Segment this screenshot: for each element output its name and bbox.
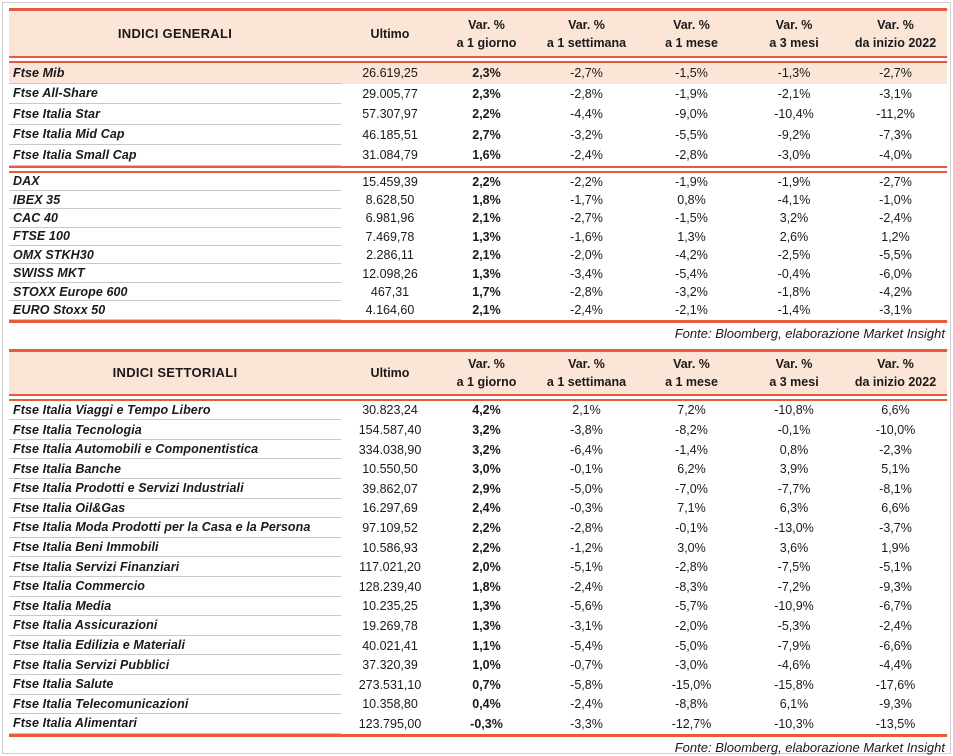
var-cell: -4,2%	[675, 248, 708, 263]
var-cell: 3,2%	[472, 442, 501, 457]
table-bottom-rule	[9, 734, 947, 737]
index-name-cell: Ftse Italia Assicurazioni	[9, 616, 341, 636]
column-header-line1: Var. %	[673, 356, 710, 371]
var-cell: -6,0%	[879, 266, 912, 281]
var-cell: 3,6%	[779, 540, 809, 555]
var-cell: -2,4%	[570, 303, 603, 318]
table-row	[9, 440, 947, 460]
var-cell: -1,5%	[675, 211, 708, 226]
var-cell: -5,1%	[879, 560, 912, 575]
var-cell: -2,8%	[675, 560, 708, 575]
column-header-var	[639, 355, 744, 391]
index-group	[9, 173, 947, 320]
source-caption-2: Fonte: Bloomberg, elaborazione Market Insight	[674, 739, 945, 755]
var-cell: -10,8%	[774, 403, 814, 418]
index-name-cell: SWISS MKT	[9, 264, 341, 282]
var-cell: 1,9%	[881, 540, 910, 555]
index-name-cell: Ftse Italia Small Cap	[9, 145, 341, 166]
column-header-var	[639, 16, 744, 52]
var-cell: 2,7%	[472, 127, 501, 142]
table-row	[9, 401, 947, 421]
ultimo-cell: 57.307,97	[362, 107, 418, 122]
var-cell: -6,7%	[879, 599, 912, 614]
index-name-cell: OMX STKH30	[9, 246, 341, 264]
var-cell: 1,3%	[472, 599, 501, 614]
column-header-line1: Var. %	[568, 356, 605, 371]
index-name-cell: STOXX Europe 600	[9, 283, 341, 301]
var-cell: -7,5%	[777, 560, 811, 575]
ultimo-cell: 273.531,10	[358, 677, 422, 692]
ultimo-cell: 10.358,80	[362, 697, 418, 712]
ultimo-cell: 10.550,50	[362, 462, 418, 477]
ultimo-cell: 2.286,11	[366, 248, 414, 263]
index-name-cell: Ftse Italia Servizi Pubblici	[9, 655, 341, 675]
var-cell: 6,6%	[881, 501, 910, 516]
table-row	[9, 145, 947, 166]
var-cell: -2,8%	[570, 520, 603, 535]
var-cell: -1,3%	[777, 66, 811, 81]
index-name-cell: Ftse Italia Commercio	[9, 577, 341, 597]
var-cell: 0,4%	[472, 697, 501, 712]
table-row	[9, 557, 947, 577]
var-cell: 1,3%	[472, 266, 501, 281]
var-cell: 2,6%	[779, 229, 809, 244]
column-header-line2: a 1 settimana	[546, 374, 627, 389]
var-cell: -5,0%	[675, 638, 708, 653]
table-row	[9, 518, 947, 538]
var-cell: -4,4%	[570, 107, 603, 122]
var-cell: -13,5%	[875, 716, 916, 731]
var-cell: 2,1%	[472, 248, 501, 263]
column-header-line2: a 3 mesi	[769, 374, 819, 389]
column-header-line2: a 1 giorno	[456, 374, 517, 389]
ultimo-cell: 12.098,26	[362, 266, 418, 281]
header-double-rule	[9, 56, 947, 63]
var-cell: -8,3%	[675, 579, 708, 594]
var-cell: -2,3%	[879, 442, 912, 457]
var-cell: -2,7%	[879, 174, 912, 189]
var-cell: -13,0%	[774, 520, 814, 535]
header-double-rule	[9, 394, 947, 401]
var-cell: -4,2%	[879, 285, 912, 300]
var-cell: 3,2%	[472, 423, 501, 438]
var-cell: -12,7%	[671, 716, 712, 731]
column-header-var	[439, 16, 534, 52]
column-header-line2: da inizio 2022	[854, 35, 937, 50]
var-cell: -4,1%	[777, 193, 811, 208]
var-cell: -0,1%	[675, 520, 708, 535]
var-cell: -4,6%	[777, 658, 811, 673]
source-caption-1: Fonte: Bloomberg, elaborazione Market Insight	[674, 325, 945, 341]
var-cell: 1,6%	[472, 148, 501, 163]
column-header-line1: Var. %	[775, 17, 813, 32]
var-cell: -0,4%	[777, 266, 811, 281]
ultimo-cell: 123.795,00	[358, 716, 422, 731]
column-header-line1: Var. %	[877, 17, 914, 32]
table-header-row	[9, 352, 947, 394]
var-cell: 5,1%	[881, 462, 910, 477]
column-header-line1: Var. %	[468, 17, 505, 32]
index-name-cell: Ftse All-Share	[9, 84, 341, 105]
ultimo-cell: 154.587,40	[358, 423, 422, 438]
var-cell: -15,8%	[774, 677, 814, 692]
table-title: INDICI SETTORIALI	[112, 364, 238, 380]
table-row	[9, 191, 947, 209]
table-row	[9, 695, 947, 715]
var-cell: -2,8%	[570, 86, 603, 101]
var-cell: 1,8%	[472, 193, 501, 208]
var-cell: -2,4%	[879, 211, 912, 226]
index-name-cell: Ftse Mib	[9, 63, 341, 84]
table-indici-settoriali	[9, 349, 947, 737]
var-cell: 0,7%	[472, 677, 501, 692]
var-cell: -0,1%	[777, 423, 811, 438]
table-row	[9, 597, 947, 617]
column-header-var	[439, 355, 534, 391]
index-name-cell: DAX	[9, 173, 341, 191]
var-cell: 1,1%	[472, 638, 501, 653]
var-cell: 3,0%	[472, 462, 501, 477]
table-row	[9, 264, 947, 282]
var-cell: 1,3%	[472, 229, 501, 244]
column-header-line2: a 1 mese	[665, 374, 718, 389]
index-name-cell: Ftse Italia Salute	[9, 675, 341, 695]
table-row	[9, 246, 947, 264]
var-cell: -3,0%	[777, 148, 811, 163]
var-cell: -3,8%	[570, 423, 603, 438]
ultimo-cell: 40.021,41	[362, 638, 418, 653]
table-row	[9, 104, 947, 125]
var-cell: -9,3%	[879, 697, 912, 712]
table-row	[9, 228, 947, 246]
var-cell: 6,3%	[779, 501, 809, 516]
var-cell: -5,4%	[570, 638, 603, 653]
column-header-ultimo: Ultimo	[370, 26, 410, 41]
var-cell: -0,3%	[570, 501, 603, 516]
var-cell: 0,8%	[779, 442, 809, 457]
var-cell: -2,1%	[777, 86, 811, 101]
var-cell: 3,9%	[779, 462, 809, 477]
var-cell: 2,2%	[472, 540, 501, 555]
table-row	[9, 209, 947, 227]
table-title: INDICI GENERALI	[117, 25, 233, 41]
index-name-cell: Ftse Italia Automobili e Componentistica	[9, 440, 341, 460]
ultimo-cell: 4.164,60	[365, 303, 415, 318]
table-row	[9, 655, 947, 675]
var-cell: -9,2%	[777, 127, 811, 142]
var-cell: -2,2%	[570, 174, 603, 189]
index-group	[9, 63, 947, 166]
column-header-var	[534, 355, 639, 391]
var-cell: -5,0%	[570, 481, 603, 496]
var-cell: 2,1%	[472, 211, 501, 226]
var-cell: 2,1%	[472, 303, 501, 318]
var-cell: -0,1%	[570, 462, 603, 477]
var-cell: -3,1%	[879, 86, 912, 101]
table-row	[9, 479, 947, 499]
var-cell: -2,0%	[570, 248, 603, 263]
index-name-cell: Ftse Italia Oil&Gas	[9, 499, 341, 519]
column-header-var	[744, 355, 844, 391]
var-cell: -3,4%	[570, 266, 603, 281]
table-row	[9, 125, 947, 146]
index-name-cell: Ftse Italia Alimentari	[9, 714, 341, 734]
var-cell: 2,2%	[472, 520, 501, 535]
index-name-cell: IBEX 35	[9, 191, 341, 209]
var-cell: -3,1%	[570, 618, 603, 633]
index-name-cell: Ftse Italia Moda Prodotti per la Casa e la Persona	[9, 518, 341, 538]
var-cell: -1,0%	[879, 193, 912, 208]
table-row	[9, 173, 947, 191]
ultimo-cell: 16.297,69	[362, 501, 418, 516]
column-header-line2: a 1 mese	[665, 35, 718, 50]
table-row	[9, 420, 947, 440]
var-cell: 7,2%	[677, 403, 706, 418]
index-name-cell: Ftse Italia Tecnologia	[9, 420, 341, 440]
var-cell: -15,0%	[671, 677, 712, 692]
index-name-cell: Ftse Italia Banche	[9, 459, 341, 479]
var-cell: -8,8%	[675, 697, 708, 712]
var-cell: 1,0%	[472, 658, 501, 673]
index-name-cell: Ftse Italia Star	[9, 104, 341, 125]
index-name-cell: Ftse Italia Viaggi e Tempo Libero	[9, 401, 341, 421]
var-cell: -5,3%	[777, 618, 811, 633]
table-row	[9, 616, 947, 636]
var-cell: 0,8%	[677, 193, 706, 208]
var-cell: -1,7%	[570, 193, 603, 208]
index-name-cell: Ftse Italia Beni Immobili	[9, 538, 341, 558]
table-row	[9, 538, 947, 558]
var-cell: -7,9%	[777, 638, 811, 653]
var-cell: 3,0%	[677, 540, 706, 555]
ultimo-cell: 30.823,24	[362, 403, 418, 418]
var-cell: -2,7%	[570, 66, 603, 81]
var-cell: -5,8%	[570, 677, 603, 692]
var-cell: 4,2%	[472, 403, 501, 418]
column-header-ultimo: Ultimo	[370, 365, 410, 380]
var-cell: -7,7%	[777, 481, 811, 496]
var-cell: -1,5%	[675, 66, 708, 81]
var-cell: 6,2%	[677, 462, 706, 477]
var-cell: -2,4%	[570, 148, 603, 163]
ultimo-cell: 19.269,78	[362, 618, 418, 633]
table-bottom-rule	[9, 320, 947, 323]
var-cell: -1,6%	[570, 229, 603, 244]
column-header-line2: a 3 mesi	[769, 35, 819, 50]
var-cell: -1,4%	[777, 303, 811, 318]
table-row	[9, 675, 947, 695]
var-cell: 3,2%	[779, 211, 809, 226]
index-group	[9, 401, 947, 734]
var-cell: -9,3%	[879, 579, 912, 594]
ultimo-cell: 15.459,39	[362, 174, 418, 189]
ultimo-cell: 10.235,25	[362, 599, 418, 614]
table-row	[9, 499, 947, 519]
table-header-row	[9, 11, 947, 56]
var-cell: -5,6%	[570, 599, 603, 614]
var-cell: 2,3%	[472, 86, 501, 101]
var-cell: -8,2%	[675, 423, 708, 438]
var-cell: 1,7%	[472, 285, 501, 300]
var-cell: 2,3%	[472, 66, 501, 81]
index-name-cell: Ftse Italia Servizi Finanziari	[9, 557, 341, 577]
var-cell: -5,1%	[570, 560, 603, 575]
var-cell: 2,9%	[472, 481, 501, 496]
ultimo-cell: 7.469,78	[365, 229, 415, 244]
ultimo-cell: 26.619,25	[362, 66, 418, 81]
table-row	[9, 84, 947, 105]
ultimo-cell: 8.628,50	[365, 193, 415, 208]
ultimo-cell: 117.021,20	[359, 560, 421, 575]
ultimo-cell: 29.005,77	[362, 86, 418, 101]
var-cell: -5,7%	[675, 599, 708, 614]
index-name-cell: Ftse Italia Mid Cap	[9, 125, 341, 146]
ultimo-cell: 467,31	[370, 285, 410, 300]
column-header-line1: Var. %	[877, 356, 914, 371]
index-name-cell: Ftse Italia Telecomunicazioni	[9, 695, 341, 715]
var-cell: 2,1%	[572, 403, 601, 418]
var-cell: -10,9%	[774, 599, 814, 614]
ultimo-cell: 31.084,79	[362, 148, 418, 163]
index-name-cell: Ftse Italia Edilizia e Materiali	[9, 636, 341, 656]
var-cell: -10,3%	[774, 716, 814, 731]
table-row	[9, 577, 947, 597]
var-cell: -3,7%	[879, 520, 912, 535]
index-name-cell: CAC 40	[9, 209, 341, 227]
var-cell: -5,5%	[879, 248, 912, 263]
table-row	[9, 714, 947, 734]
var-cell: -2,4%	[570, 579, 603, 594]
table-row	[9, 636, 947, 656]
var-cell: -6,4%	[570, 442, 603, 457]
ultimo-cell: 334.038,90	[358, 442, 422, 457]
var-cell: -0,3%	[470, 716, 503, 731]
table-row	[9, 63, 947, 84]
var-cell: 2,0%	[472, 560, 501, 575]
var-cell: -0,7%	[570, 658, 603, 673]
var-cell: -5,4%	[675, 266, 708, 281]
column-header-line1: Var. %	[468, 356, 505, 371]
ultimo-cell: 97.109,52	[362, 520, 418, 535]
var-cell: 1,3%	[677, 229, 706, 244]
var-cell: -10,4%	[774, 107, 814, 122]
var-cell: -2,7%	[570, 211, 603, 226]
var-cell: 1,2%	[881, 229, 910, 244]
var-cell: -2,8%	[675, 148, 708, 163]
index-name-cell: FTSE 100	[9, 228, 341, 246]
var-cell: 7,1%	[677, 501, 706, 516]
var-cell: -2,1%	[675, 303, 708, 318]
group-double-rule	[9, 166, 947, 173]
var-cell: 2,2%	[472, 107, 501, 122]
var-cell: -9,0%	[675, 107, 708, 122]
var-cell: -3,0%	[675, 658, 708, 673]
index-name-cell: EURO Stoxx 50	[9, 301, 341, 319]
column-header-line1: Var. %	[673, 17, 710, 32]
var-cell: -3,1%	[879, 303, 912, 318]
var-cell: -11,2%	[876, 107, 915, 122]
var-cell: -4,4%	[879, 658, 912, 673]
var-cell: -7,3%	[879, 127, 912, 142]
var-cell: -3,2%	[570, 127, 603, 142]
table-indici-generali	[9, 8, 947, 323]
column-header-line2: a 1 giorno	[456, 35, 517, 50]
var-cell: -2,0%	[675, 618, 708, 633]
column-header-var	[844, 16, 947, 52]
var-cell: -1,4%	[675, 442, 708, 457]
column-header-line2: a 1 settimana	[546, 35, 627, 50]
var-cell: -10,0%	[875, 423, 916, 438]
column-header-line1: Var. %	[568, 17, 605, 32]
var-cell: -2,4%	[879, 618, 912, 633]
ultimo-cell: 37.320,39	[362, 658, 418, 673]
var-cell: -6,6%	[879, 638, 912, 653]
var-cell: 6,6%	[881, 403, 910, 418]
var-cell: -2,4%	[570, 697, 603, 712]
ultimo-cell: 128.239,40	[358, 579, 422, 594]
var-cell: -2,7%	[879, 66, 912, 81]
report-content	[9, 8, 947, 756]
index-name-cell: Ftse Italia Prodotti e Servizi Industriali	[9, 479, 341, 499]
var-cell: 2,2%	[472, 174, 501, 189]
var-cell: -1,2%	[570, 540, 603, 555]
var-cell: -4,0%	[879, 148, 912, 163]
ultimo-cell: 39.862,07	[362, 481, 418, 496]
var-cell: -1,9%	[675, 86, 708, 101]
var-cell: 1,3%	[472, 618, 501, 633]
var-cell: -3,3%	[570, 716, 603, 731]
var-cell: -17,6%	[875, 677, 916, 692]
table-row	[9, 459, 947, 479]
var-cell: -1,9%	[777, 174, 811, 189]
column-header-line1: Var. %	[775, 356, 813, 371]
ultimo-cell: 46.185,51	[362, 127, 418, 142]
var-cell: -2,8%	[570, 285, 603, 300]
var-cell: -3,2%	[675, 285, 708, 300]
var-cell: -8,1%	[879, 481, 912, 496]
column-header-var	[844, 355, 947, 391]
var-cell: 6,1%	[779, 697, 809, 712]
var-cell: -5,5%	[675, 127, 708, 142]
var-cell: -1,8%	[777, 285, 811, 300]
var-cell: -7,0%	[675, 481, 708, 496]
index-name-cell: Ftse Italia Media	[9, 597, 341, 617]
var-cell: -7,2%	[777, 579, 811, 594]
ultimo-cell: 10.586,93	[362, 540, 418, 555]
var-cell: -2,5%	[777, 248, 811, 263]
var-cell: 1,8%	[472, 579, 501, 594]
var-cell: 2,4%	[472, 501, 501, 516]
column-header-var	[534, 16, 639, 52]
column-header-line2: da inizio 2022	[854, 374, 937, 389]
table-row	[9, 301, 947, 319]
table-row	[9, 283, 947, 301]
var-cell: -1,9%	[675, 174, 708, 189]
ultimo-cell: 6.981,96	[365, 211, 415, 226]
column-header-var	[744, 16, 844, 52]
